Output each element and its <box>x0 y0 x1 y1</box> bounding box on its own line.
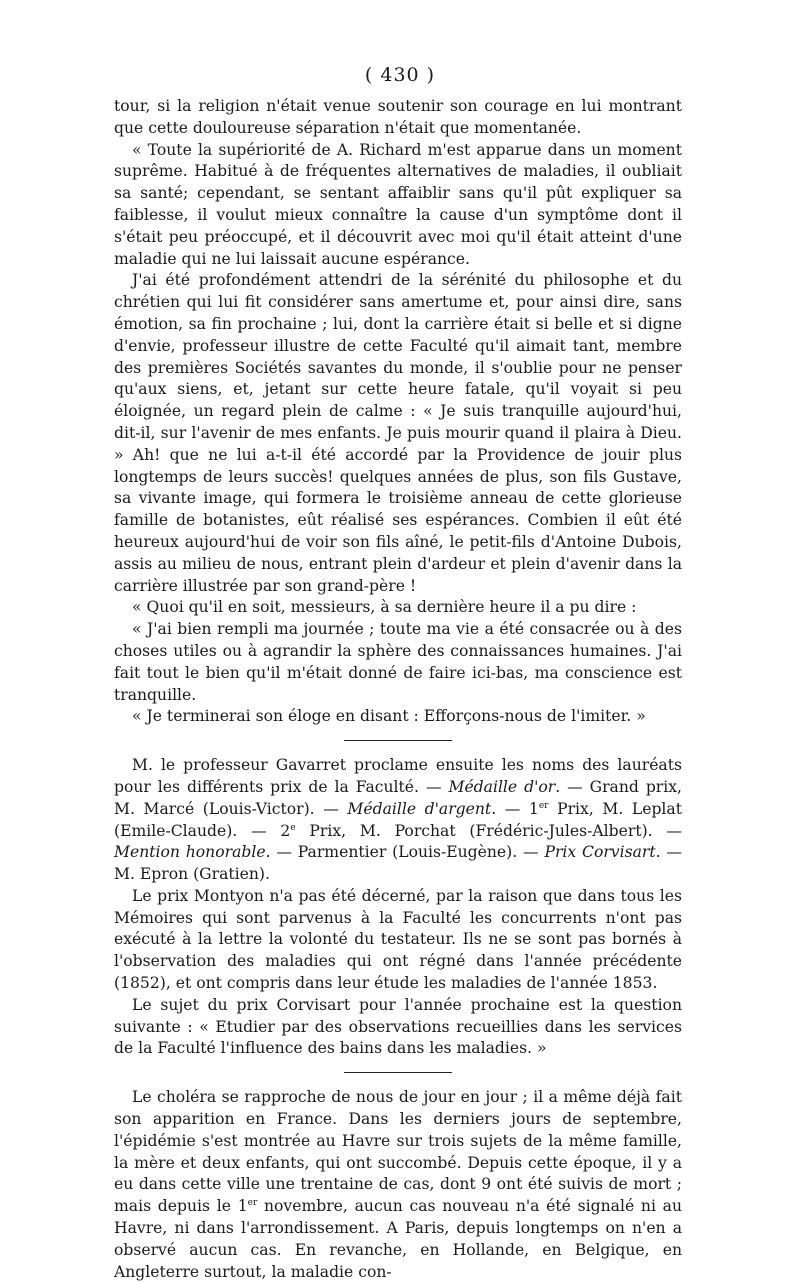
ordinal-suffix-1: er <box>538 800 549 811</box>
section-divider-2 <box>344 1072 452 1073</box>
cholera-text-2: novembre, aucun cas nouveau n'a été signalé ni au Havre, ni dans l'arrondissement. A Paris, depuis longtemps on n'en a observé aucun cas. En revanche, en Hollande, en Belgique, en Angleterre surtout, la maladie con- <box>114 1197 682 1281</box>
eulogy-paragraph-4: « Quoi qu'il en soit, messieurs, à sa dernière heure il a pu dire : <box>132 598 637 617</box>
eulogy-paragraph-3: J'ai été profondément attendri de la sérénité du philosophe et du chrétien qui lui fit considérer sans amertume et, pour ainsi dire, sans émotion, sa fin prochaine ; lui, dont la carrière était si belle et si digne d'envie, professeur illustre de cette Faculté qu'il aimait tant, membre des premières Sociétés savantes du monde, il s'oublie pour ne penser qu'aux siens, et, jetant sur cette heure fatale, qu'il voyait si peu éloignée, un regard plein de calme : « Je suis tranquille aujourd'hui, dit-il, sur l'avenir de mes enfants. Je puis mourir quand il plaira à Dieu. » Ah! que ne lui a-t-il été accordé par la Providence de jouir plus longtemps de leurs succès! quelques années de plus, son fils Gustave, sa vivante image, qui formera le troisième anneau de cette glorieuse famille de botanistes, eût réalisé ses espérances. Combien il eût été heureux aujourd'hui de voir son fils aîné, le petit-fils d'Antoine Dubois, assis au milieu de nous, entrant plein d'ardeur et plein d'avenir dans la carrière illustrée par son grand-père ! <box>114 271 682 595</box>
eulogy-paragraph-1: tour, si la religion n'était venue soutenir son courage en lui montrant que cette douloureuse séparation n'était que momentanée. <box>114 97 682 137</box>
prize-corvisart: Prix Corvisart <box>544 843 656 862</box>
prizes-text-7: . — M. Epron (Gratien). <box>114 843 682 884</box>
eulogy-paragraph-2: « Toute la supériorité de A. Richard m'est apparue dans un moment suprême. Habitué à de fréquentes alternatives de maladies, il oubliait sa santé; cependant, se sentant affaiblir sans qu'il pût expliquer sa faiblesse, il voulut mieux connaître la cause d'un symptôme dont il s'était peu préoccupé, et il découvrit avec moi qu'il était atteint d'une maladie qui ne lui laissait aucune espérance. <box>114 140 682 268</box>
page-number: ( 430 ) <box>364 64 436 86</box>
eulogy-paragraph-6: « Je terminerai son éloge en disant : Efforçons-nous de l'imiter. » <box>132 707 646 726</box>
prizes-text-2: . — Grand prix, M. Marcé (Louis-Victor). — <box>114 777 682 818</box>
prize-honorable-mention: Mention honorable <box>114 843 266 862</box>
page-body <box>114 96 682 1283</box>
cholera-text-1: Le choléra se rapproche de nous de jour en jour ; il a même déjà fait son apparition en France. Dans les derniers jours de septembre, l'épidémie s'est montrée au Havre sur trois sujets de la même famille, la mère et deux enfants, qui ont succombé. Depuis cette époque, il y a eu dans cette ville une trentaine de cas, dont 9 ont été suivis de mort ; mais depuis le 1 <box>114 1088 682 1216</box>
ordinal-suffix-2: e <box>290 822 296 833</box>
prizes-text-6: . — Parmentier (Louis-Eugène). — <box>265 843 545 862</box>
prize-gold-medal: Médaille d'or <box>448 777 556 796</box>
prizes-text-5: Prix, M. Porchat (Frédéric-Jules-Albert). — <box>295 821 682 840</box>
prizes-paragraph-3: Le sujet du prix Corvisart pour l'année prochaine est la question suivante : « Etudier par des observations recueillies dans les services de la Faculté l'influence des bains dans les maladies. » <box>114 995 682 1058</box>
prizes-paragraph-1 <box>114 755 682 886</box>
prizes-text-1: M. le professeur Gavarret proclame ensuite les noms des lauréats pour les différents prix de la Faculté. — <box>114 756 682 796</box>
eulogy-paragraph-5: « J'ai bien rempli ma journée ; toute ma vie a été consacrée ou à des choses utiles ou à agrandir la sphère des connaissances humaines. J'ai fait tout le bien qu'il m'était donné de faire ici-bas, ma conscience est tranquille. <box>114 620 682 704</box>
ordinal-suffix-3: er <box>247 1198 258 1209</box>
prize-silver-medal: Médaille d'argent <box>347 799 492 818</box>
prizes-text-4: Prix, M. Leplat (Emile-Claude). — 2 <box>114 799 682 840</box>
prizes-paragraph-2: Le prix Montyon n'a pas été décerné, par la raison que dans tous les Mémoires qui sont parvenus à la Faculté les concurrents n'ont pas exécuté à la lettre la volonté du testateur. Ils ne se sont pas bornés à l'observation des maladies qui ont régné dans l'année précédente (1852), et ont compris dans leur étude les maladies de l'année 1853. <box>114 886 682 993</box>
section-divider-1 <box>344 740 452 741</box>
cholera-paragraph <box>114 1087 682 1283</box>
prizes-text-3: . — 1 <box>491 799 539 818</box>
